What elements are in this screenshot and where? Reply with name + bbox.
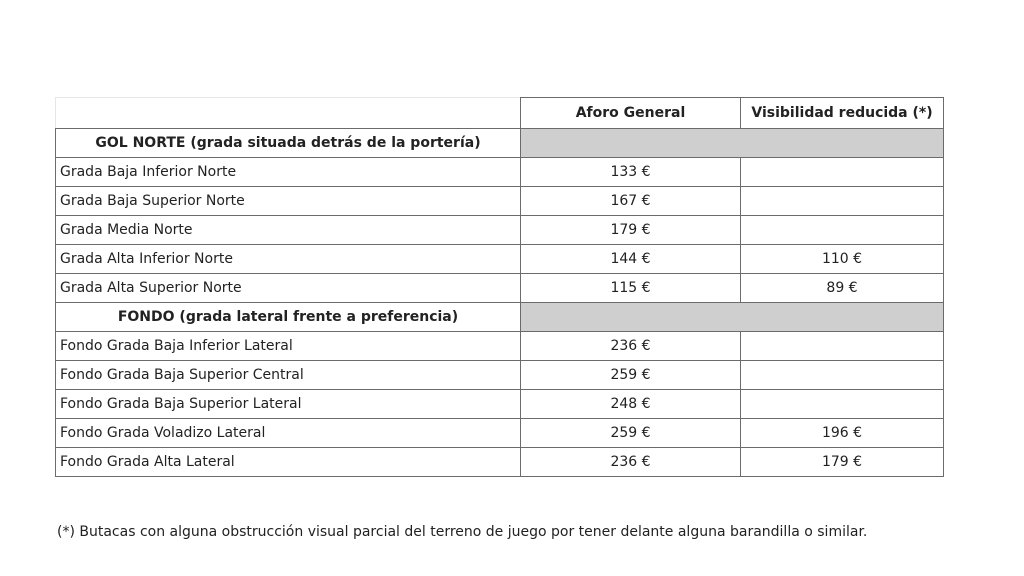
row-name: Fondo Grada Baja Inferior Lateral — [56, 332, 521, 361]
row-name: Grada Baja Superior Norte — [56, 187, 521, 216]
row-name: Fondo Grada Alta Lateral — [56, 448, 521, 477]
table-row — [56, 448, 944, 477]
row-visibilidad-reducida — [741, 158, 944, 187]
row-visibilidad-reducida — [741, 216, 944, 245]
row-aforo-general: 115 € — [521, 274, 741, 303]
table-row — [56, 158, 944, 187]
row-visibilidad-reducida — [741, 332, 944, 361]
table-row — [56, 187, 944, 216]
row-aforo-general: 236 € — [521, 332, 741, 361]
row-visibilidad-reducida — [741, 187, 944, 216]
table-row — [56, 361, 944, 390]
price-table — [55, 97, 944, 477]
row-aforo-general: 179 € — [521, 216, 741, 245]
table-row — [56, 419, 944, 448]
header-row — [56, 98, 944, 129]
table-row — [56, 274, 944, 303]
row-aforo-general: 236 € — [521, 448, 741, 477]
row-aforo-general: 259 € — [521, 361, 741, 390]
row-name: Grada Alta Inferior Norte — [56, 245, 521, 274]
row-aforo-general: 167 € — [521, 187, 741, 216]
row-name: Fondo Grada Voladizo Lateral — [56, 419, 521, 448]
section-row-gol-norte — [56, 129, 944, 158]
section-title-fondo: FONDO (grada lateral frente a preferencia) — [56, 303, 521, 332]
section-title-gol-norte: GOL NORTE (grada situada detrás de la portería) — [56, 129, 521, 158]
row-visibilidad-reducida: 110 € — [741, 245, 944, 274]
row-visibilidad-reducida: 179 € — [741, 448, 944, 477]
row-visibilidad-reducida — [741, 390, 944, 419]
row-aforo-general: 133 € — [521, 158, 741, 187]
table-row — [56, 216, 944, 245]
footnote: (*) Butacas con alguna obstrucción visual parcial del terreno de juego por tener delante alguna barandilla o similar. — [57, 524, 868, 540]
section-fill — [521, 303, 944, 332]
row-aforo-general: 144 € — [521, 245, 741, 274]
header-blank-cell — [56, 98, 521, 129]
row-name: Fondo Grada Baja Superior Central — [56, 361, 521, 390]
row-visibilidad-reducida — [741, 361, 944, 390]
section-fill — [521, 129, 944, 158]
row-aforo-general: 259 € — [521, 419, 741, 448]
table-row — [56, 332, 944, 361]
table-row — [56, 245, 944, 274]
row-name: Grada Alta Superior Norte — [56, 274, 521, 303]
row-aforo-general: 248 € — [521, 390, 741, 419]
row-name: Grada Baja Inferior Norte — [56, 158, 521, 187]
row-visibilidad-reducida: 196 € — [741, 419, 944, 448]
header-visibilidad-reducida: Visibilidad reducida (*) — [741, 98, 944, 129]
table-row — [56, 390, 944, 419]
row-visibilidad-reducida: 89 € — [741, 274, 944, 303]
section-row-fondo — [56, 303, 944, 332]
row-name: Fondo Grada Baja Superior Lateral — [56, 390, 521, 419]
row-name: Grada Media Norte — [56, 216, 521, 245]
header-aforo-general: Aforo General — [521, 98, 741, 129]
